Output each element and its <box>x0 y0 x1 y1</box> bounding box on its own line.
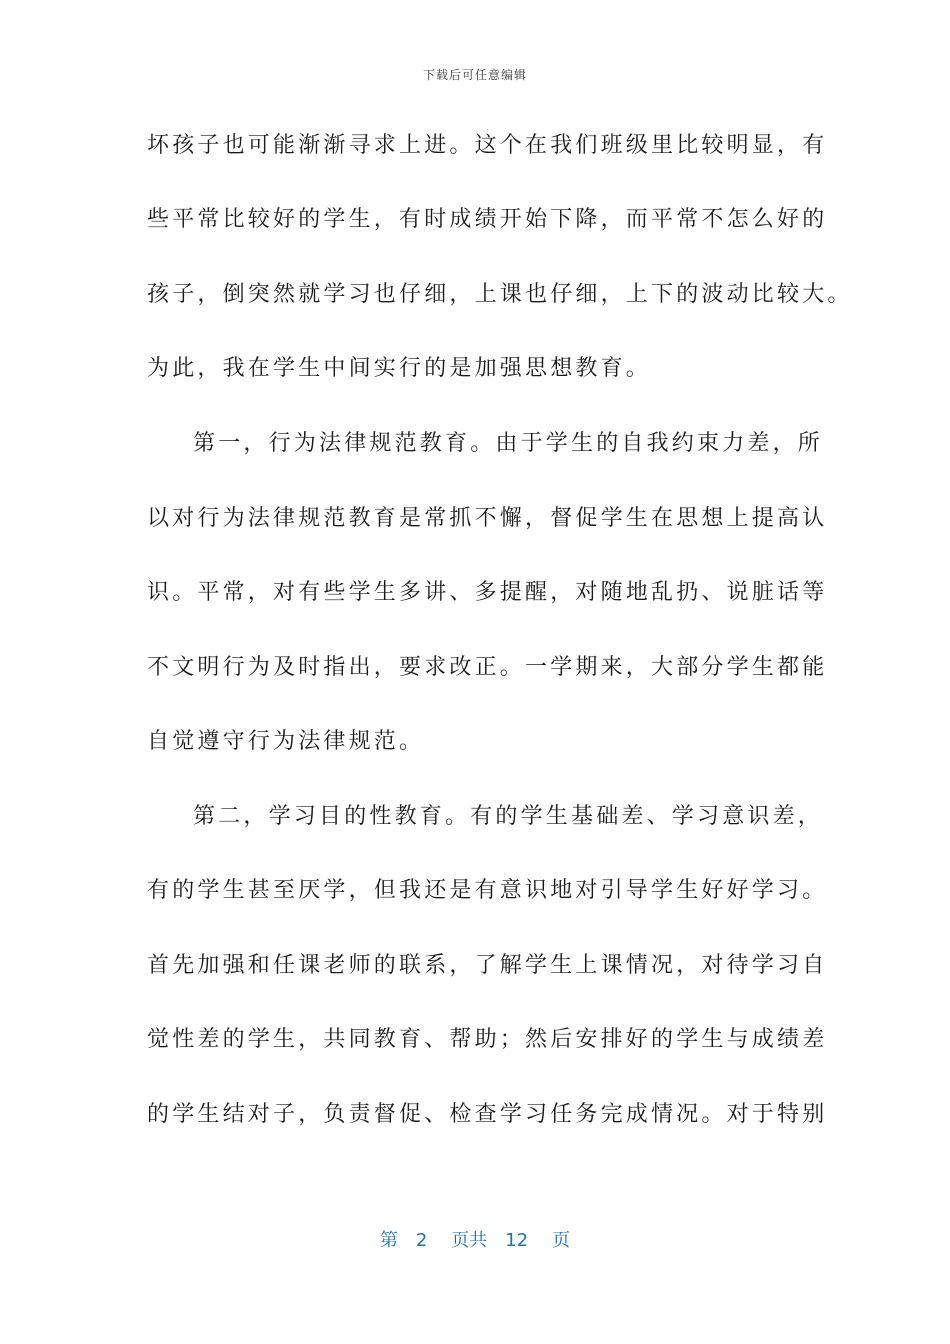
body-line: 孩子，倒突然就学习也仔细，上课也仔细，上下的波动比较大。 <box>147 282 853 307</box>
page-header: 下载后可任意编辑 <box>422 68 527 82</box>
body-line: 有的学生甚至厌学，但我还是有意识地对引导学生好好学习。 <box>147 878 828 903</box>
paragraph-first-line: 第一，行为法律规范教育。由于学生的自我约束力差，所 <box>193 431 824 456</box>
total-pages-number: 12 <box>505 1230 529 1251</box>
body-line: 识。平常，对有些学生多讲、多提醒，对随地乱扔、说脏话等 <box>147 580 828 605</box>
body-line: 坏孩子也可能渐渐寻求上进。这个在我们班级里比较明显，有 <box>147 133 828 158</box>
body-line: 以对行为法律规范教育是常抓不懈，督促学生在思想上提高认 <box>147 506 828 531</box>
page-footer <box>0 1226 950 1252</box>
page-prefix: 第 <box>379 1230 398 1251</box>
body-line: 为此，我在学生中间实行的是加强思想教育。 <box>147 356 652 381</box>
current-page-number: 2 <box>415 1230 428 1251</box>
body-line: 首先加强和任课老师的联系，了解学生上课情况，对待学习自 <box>147 953 828 978</box>
page-suffix: 页 <box>552 1230 571 1251</box>
body-line: 的学生结对子，负责督促、检查学习任务完成情况。对于特别 <box>147 1102 828 1127</box>
body-line: 些平常比较好的学生，有时成绩开始下降，而平常不怎么好的 <box>147 207 828 232</box>
body-line: 不文明行为及时指出，要求改正。一学期来，大部分学生都能 <box>147 655 828 680</box>
page-middle: 页共 <box>451 1230 488 1251</box>
body-line: 自觉遵守行为法律规范。 <box>147 729 425 754</box>
paragraph-first-line: 第二，学习目的性教育。有的学生基础差、学习意识差， <box>193 804 824 829</box>
body-line: 觉性差的学生，共同教育、帮助；然后安排好的学生与成绩差 <box>147 1027 828 1052</box>
